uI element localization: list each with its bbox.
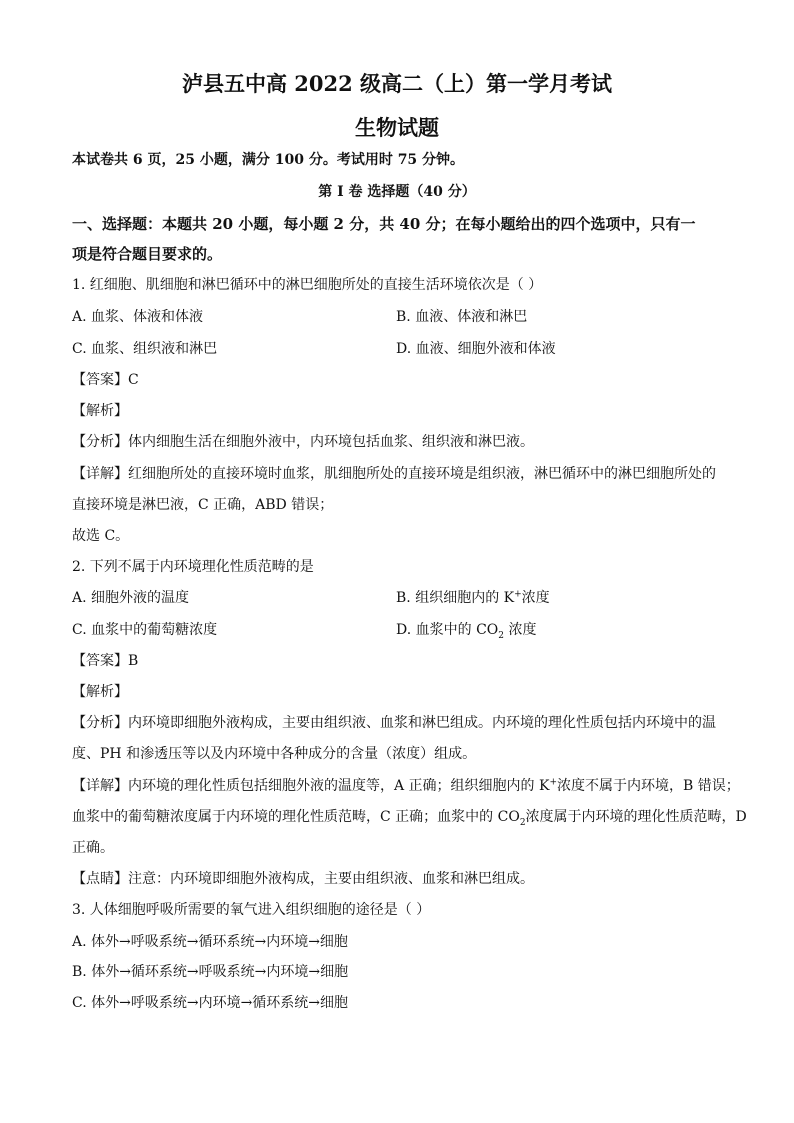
- q1-xiangjie-cont: 直接环境是淋巴液，C 正确，ABD 错误；: [72, 497, 334, 513]
- dianjing-tag: 【点睛】: [72, 871, 128, 887]
- q3-option-a: A. 体外→呼吸系统→循环系统→内环境→细胞: [72, 934, 348, 950]
- q3-option-c: C. 体外→呼吸系统→内环境→循环系统→细胞: [72, 995, 349, 1011]
- superscript: +: [549, 777, 558, 788]
- section-instruction: 一、选择题：本题共 20 小题，每小题 2 分，共 40 分；在每小题给出的四个选项中，只有一: [72, 215, 696, 233]
- answer-value: B: [128, 653, 139, 669]
- q1-option-b: B. 血液、体液和淋巴: [396, 309, 528, 325]
- q1-xiangjie: [72, 464, 716, 484]
- subject-title: 生物试题: [355, 115, 439, 140]
- option-text: B. 组织细胞内的 K: [396, 590, 515, 606]
- q2-xiangjie-cont: [72, 807, 747, 827]
- q1-fenxi: [72, 432, 534, 452]
- q2-option-d: [396, 620, 536, 640]
- q2-option-a: A. 细胞外液的温度: [72, 590, 190, 606]
- answer-value: C: [128, 372, 139, 388]
- q1-answer: [72, 370, 139, 390]
- q3-option-b: B. 体外→循环系统→呼吸系统→内环境→细胞: [72, 964, 349, 980]
- dianjing-text: 注意：内环境即细胞外液构成，主要由组织液、血浆和淋巴组成。: [128, 871, 534, 887]
- xiangjie-text-end: 浓度属于内环境的理化性质范畴，D: [525, 809, 747, 825]
- q2-dianjing: [72, 869, 534, 889]
- q2-stem: 2. 下列不属于内环境理化性质范畴的是: [72, 559, 314, 575]
- q2-xiangjie: [72, 776, 740, 796]
- q1-option-d: D. 血液、细胞外液和体液: [396, 341, 556, 357]
- q2-fenxi: [72, 713, 716, 733]
- exam-title: 泸县五中高 2022 级高二（上）第一学月考试: [181, 71, 613, 96]
- answer-tag: 【答案】: [72, 653, 128, 669]
- fenxi-text: 内环境即细胞外液构成，主要由组织液、血浆和淋巴组成。内环境的理化性质包括内环境中的温: [128, 715, 716, 731]
- q2-xiangjie-end: 正确。: [72, 840, 114, 856]
- fenxi-tag: 【分析】: [72, 434, 128, 450]
- superscript: +: [514, 589, 522, 600]
- xiangjie-text: 红细胞所处的直接环境时血浆，肌细胞所处的直接环境是组织液，淋巴循环中的淋巴细胞所处的: [128, 466, 716, 482]
- option-text-end: 浓度: [521, 590, 550, 606]
- q2-option-c: C. 血浆中的葡萄糖浓度: [72, 622, 218, 638]
- q1-stem: 1. 红细胞、肌细胞和淋巴循环中的淋巴细胞所处的直接生活环境依次是（ ）: [72, 277, 543, 293]
- exam-intro: 本试卷共 6 页，25 小题，满分 100 分。考试用时 75 分钟。: [72, 152, 465, 168]
- q2-analysis-tag: 【解析】: [72, 684, 128, 700]
- q2-answer: [72, 651, 138, 671]
- q1-option-a: A. 血浆、体液和体液: [72, 309, 204, 325]
- section-title: 第 I 卷 选择题（40 分）: [318, 184, 476, 200]
- section-instruction-cont: 项是符合题目要求的。: [72, 245, 223, 263]
- subscript: 2: [498, 630, 504, 641]
- fenxi-tag: 【分析】: [72, 715, 128, 731]
- q2-fenxi-cont: 度、PH 和渗透压等以及内环境中各种成分的含量（浓度）组成。: [72, 746, 477, 762]
- fenxi-text: 体内细胞生活在细胞外液中，内环境包括血浆、组织液和淋巴液。: [128, 434, 534, 450]
- xiangjie-text-end: 浓度不属于内环境，B 错误；: [557, 778, 740, 794]
- xiangjie-tag: 【详解】: [72, 778, 128, 794]
- q1-conclusion: 故选 C。: [72, 528, 130, 544]
- option-text-end: 浓度: [504, 622, 537, 638]
- option-text: D. 血浆中的 CO: [396, 622, 499, 638]
- xiangjie-tag: 【详解】: [72, 466, 128, 482]
- q2-option-b: [396, 588, 550, 608]
- xiangjie-text: 血浆中的葡萄糖浓度属于内环境的理化性质范畴，C 正确；血浆中的 CO: [72, 809, 520, 825]
- q3-stem: 3. 人体细胞呼吸所需要的氧气进入组织细胞的途径是（ ）: [72, 902, 431, 918]
- answer-tag: 【答案】: [72, 372, 128, 388]
- q1-analysis-tag: 【解析】: [72, 403, 128, 419]
- xiangjie-text: 内环境的理化性质包括细胞外液的温度等，A 正确；组织细胞内的 K: [128, 778, 550, 794]
- q1-option-c: C. 血浆、组织液和淋巴: [72, 341, 218, 357]
- subscript: 2: [519, 817, 526, 828]
